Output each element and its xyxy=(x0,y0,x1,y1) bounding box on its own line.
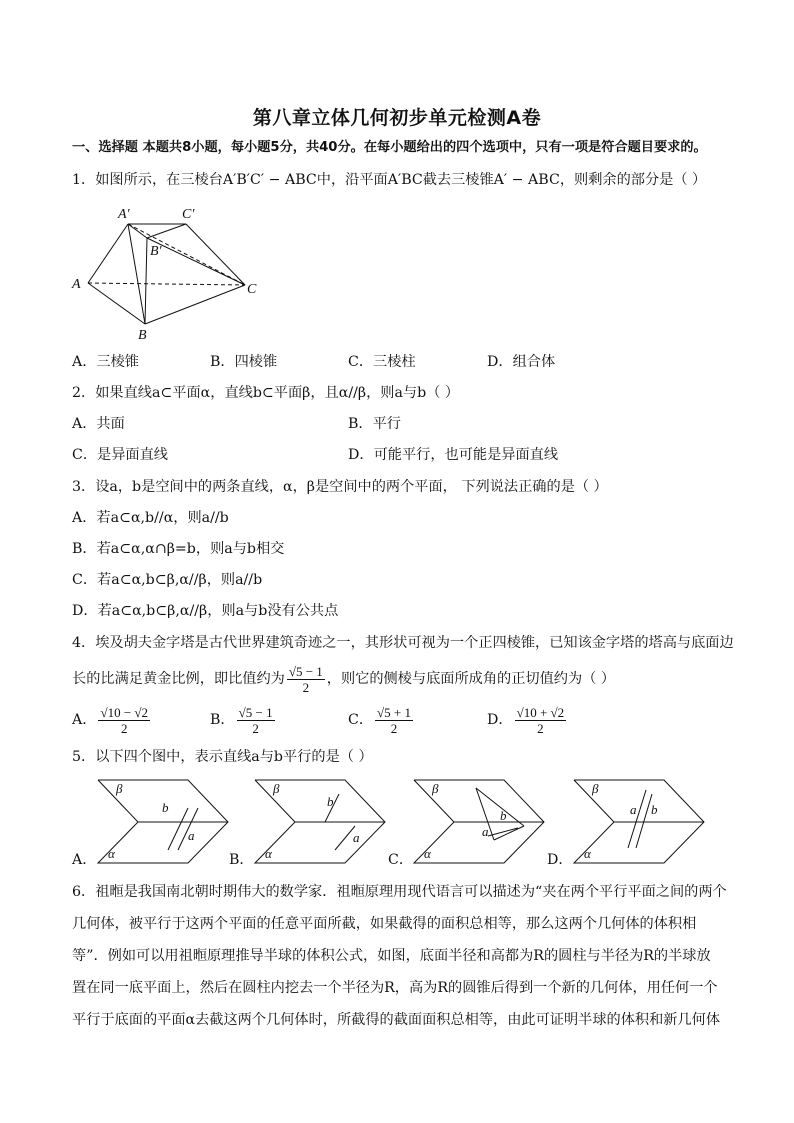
q5a-a-label: a xyxy=(188,828,195,843)
golden-ratio-fraction xyxy=(287,664,325,695)
vertex-label-a: A xyxy=(72,277,81,292)
q3-option-b[interactable]: B．若a⊂α,α∩β=b，则a与b相交 xyxy=(72,541,285,557)
q5b-b-label: b xyxy=(327,794,334,809)
page-title: 第八章立体几何初步单元检测A卷 xyxy=(252,107,542,129)
question-4-stem-line-1: 4．埃及胡夫金字塔是古代世界建筑奇迹之一，其形状可视为一个正四棱锥，已知该金字塔的塔高与底面边 xyxy=(72,635,734,651)
question-3-stem: 3．设a，b是空间中的两条直线，α，β是空间中的两个平面， 下列说法正确的是（ ） xyxy=(72,479,608,495)
q4-option-a-fraction xyxy=(98,705,150,736)
q5d-alpha-label: α xyxy=(584,846,591,861)
q4-option-a-label: A． xyxy=(72,712,97,728)
q5a-beta-label: β xyxy=(116,781,123,796)
vertex-label-b-prime: B′ xyxy=(150,244,162,259)
q2-option-d[interactable]: D．可能平行，也可能是异面直线 xyxy=(348,447,559,463)
q4-option-c-fraction xyxy=(375,705,413,736)
q5-option-d-label[interactable]: D． xyxy=(547,852,573,868)
q4-option-b-label: B． xyxy=(210,712,235,728)
q3-option-c[interactable]: C．若a⊂α,b⊂β,α//β，则a//b xyxy=(72,572,263,588)
q4-option-a-denominator: 2 xyxy=(120,720,128,736)
q4-option-d[interactable] xyxy=(487,703,568,737)
question-6-line-2: 几何体，被平行于这两个平面的任意平面所截，如果截得的面积总相等，那么这两个几何体的体积相 xyxy=(72,916,697,932)
q1-option-a[interactable]: A．三棱锥 xyxy=(72,354,139,370)
q4-option-c-denominator: 2 xyxy=(390,720,398,736)
q4-option-b-fraction xyxy=(237,705,275,736)
q5a-alpha-label: α xyxy=(108,846,115,861)
q4-option-b[interactable] xyxy=(210,703,277,737)
q4-option-c-label: C． xyxy=(348,712,374,728)
q2-option-c[interactable]: C．是异面直线 xyxy=(72,447,168,463)
q1-option-d[interactable]: D．组合体 xyxy=(487,354,556,370)
vertex-label-c: C xyxy=(247,282,257,297)
question-5-stem: 5．以下四个图中，表示直线a与b平行的是（ ） xyxy=(72,749,373,765)
question-6-line-5: 平行于底面的平面α去截这两个几何体时，所截得的截面面积总相等，由此可证明半球的体积和新几何体 xyxy=(72,1012,721,1028)
q4-option-d-numerator: √10 + √2 xyxy=(516,704,565,720)
q4-option-a-numerator: √10 − √2 xyxy=(100,704,149,720)
q3-option-d[interactable]: D．若a⊂α,b⊂β,α//β，则a与b没有公共点 xyxy=(72,603,339,619)
q4-option-c[interactable] xyxy=(348,703,415,737)
golden-ratio-numerator: √5 − 1 xyxy=(288,663,323,679)
q4-option-c-numerator: √5 + 1 xyxy=(377,704,412,720)
q5-option-b-label[interactable]: B． xyxy=(229,852,254,868)
vertex-label-b: B xyxy=(138,328,147,343)
question-4-stem-line-2 xyxy=(72,662,615,696)
frustum-figure xyxy=(70,200,270,345)
q4-option-b-denominator: 2 xyxy=(252,720,259,736)
q3-option-a[interactable]: A．若a⊂α,b//α，则a//b xyxy=(72,510,229,526)
q5d-b-label: b xyxy=(651,802,658,817)
q4-stem-part-1: 长的比满足黄金比例，即比值约为 xyxy=(72,671,285,687)
section-heading: 一、选择题 本题共8小题，每小题5分，共40分。在每小题给出的四个选项中，只有一项是符合题目要求的。 xyxy=(72,140,707,155)
q4-stem-part-2: ，则它的侧棱与底面所成角的正切值约为（ ） xyxy=(326,671,616,687)
golden-ratio-denominator: 2 xyxy=(302,679,310,695)
q5c-a-label: a xyxy=(482,824,489,839)
q4-option-a[interactable] xyxy=(72,703,152,737)
question-2-stem: 2．如果直线a⊂平面α，直线b⊂平面β，且α//β，则a与b（ ） xyxy=(72,385,460,401)
q5d-beta-label: β xyxy=(592,781,599,796)
vertex-label-a-prime: A′ xyxy=(118,207,130,222)
q5b-alpha-label: α xyxy=(265,846,272,861)
q1-option-c[interactable]: C．三棱柱 xyxy=(348,354,416,370)
q5a-b-label: b xyxy=(162,800,169,815)
q5c-beta-label: β xyxy=(432,781,439,796)
q4-option-b-numerator: √5 − 1 xyxy=(238,704,273,720)
q2-option-b[interactable]: B．平行 xyxy=(348,416,401,432)
question-6-line-3: 等”．例如可以用祖暅原理推导半球的体积公式，如图，底面半径和高都为R的圆柱与半径为R的半球放 xyxy=(72,948,711,964)
q5b-beta-label: β xyxy=(273,781,280,796)
q5-figure-c xyxy=(406,778,546,866)
q4-option-d-denominator: 2 xyxy=(537,720,544,736)
q4-option-d-fraction xyxy=(515,705,567,736)
q5-option-c-label[interactable]: C． xyxy=(388,852,414,868)
q4-option-d-label: D． xyxy=(487,712,513,728)
q5c-b-label: b xyxy=(500,808,507,823)
q5-figure-d xyxy=(566,778,706,866)
vertex-label-c-prime: C′ xyxy=(182,207,195,222)
question-6-line-4: 置在同一底平面上，然后在圆柱内挖去一个半径为R，高为R的圆锥后得到一个新的几何体，用任何一个 xyxy=(72,980,718,996)
q5b-a-label: a xyxy=(353,830,360,845)
q5c-alpha-label: α xyxy=(424,846,431,861)
q5-figure-b xyxy=(247,778,387,866)
q1-option-b[interactable]: B．四棱锥 xyxy=(210,354,278,370)
q2-option-a[interactable]: A．共面 xyxy=(72,416,125,432)
q5d-a-label: a xyxy=(630,802,637,817)
q5-option-a-label[interactable]: A． xyxy=(72,852,97,868)
q5-figure-a xyxy=(90,778,230,866)
question-6-line-1: 6．祖暅是我国南北朝时期伟大的数学家．祖暅原理用现代语言可以描述为“夹在两个平行平面之间的两个 xyxy=(72,884,727,900)
question-1-stem: 1．如图所示，在三棱台A′B′C′ − ABC中，沿平面A′BC截去三棱锥A′ − ABC，则剩余的部分是（ ） xyxy=(72,172,707,188)
